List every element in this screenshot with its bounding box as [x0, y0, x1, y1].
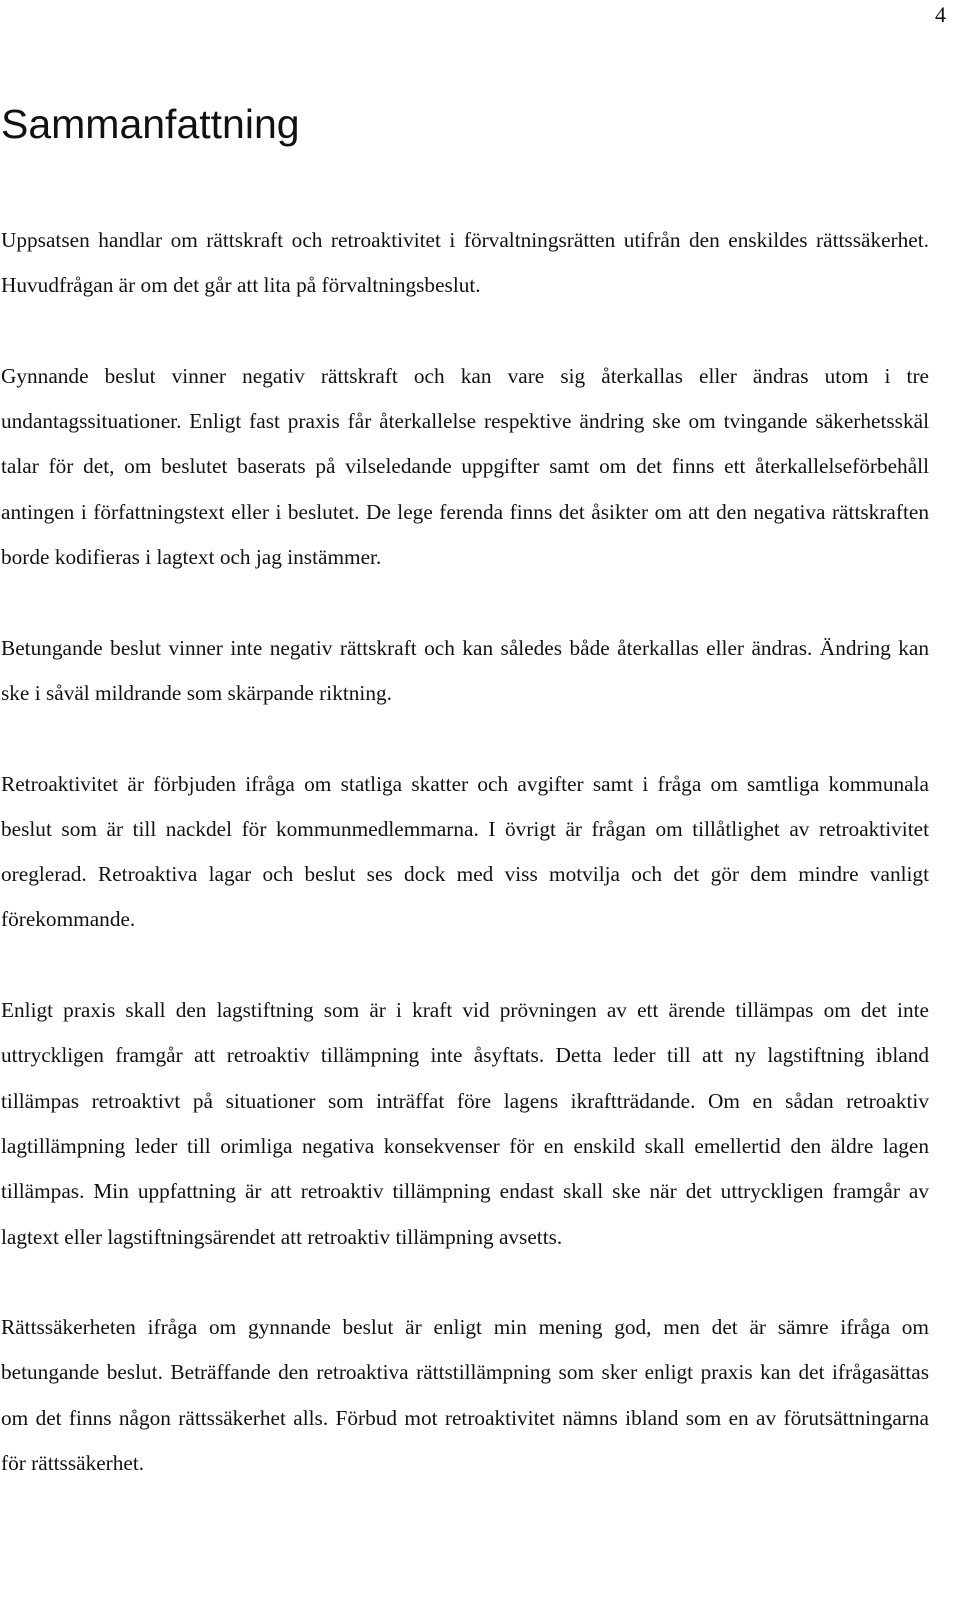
- paragraph-2: Gynnande beslut vinner negativ rättskraft och kan vare sig återkallas eller ändras utom i tre undantagssituationer. Enligt fast praxis får återkallelse respektive ändring ske om tvingande säkerhetsskäl talar för det, om beslutet baserats på vilseledande uppgifter samt om det finns ett återkallelseförbehåll antingen i författningstext eller i beslutet. De lege ferenda finns det åsikter om att den negativa rättskraften borde kodifieras i lagtext och jag instämmer.: [1, 363, 929, 570]
- paragraph-4: Retroaktivitet är förbjuden ifråga om statliga skatter och avgifter samt i fråga om samtliga kommunala beslut som är till nackdel för kommunmedlemmarna. I övrigt är frågan om tillåtlighet av retroaktivitet oreglerad. Retroaktiva lagar och beslut ses dock med viss motvilja och det gör dem mindre vanligt förekommande.: [1, 771, 929, 932]
- page-number: 4: [935, 2, 946, 27]
- section-heading: Sammanfattning: [1, 101, 300, 147]
- paragraph-5: Enligt praxis skall den lagstiftning som är i kraft vid prövningen av ett ärende tillämpas om det inte uttryckligen framgår att retroaktiv tillämpning inte åsyftats. Detta leder till att ny lagstiftning ibland tillämpas retroaktivt på situationer som inträffat före lagens ikraftträdande. Om en sådan retroaktiv lagtillämpning leder till orimliga negativa konsekvenser för en enskild skall emellertid den äldre lagen tillämpas. Min uppfattning är att retroaktiv tillämpning endast skall ske när det uttryckligen framgår av lagtext eller lagstiftningsärendet att retroaktiv tillämpning avsetts.: [1, 998, 929, 1249]
- paragraph-3: Betungande beslut vinner inte negativ rättskraft och kan således både återkallas eller ändras. Ändring kan ske i såväl mildrande som skärpande riktning.: [1, 635, 929, 705]
- paragraph-1: Uppsatsen handlar om rättskraft och retroaktivitet i förvaltningsrätten utifrån den enskildes rättssäkerhet. Huvudfrågan är om det går att lita på förvaltningsbeslut.: [1, 228, 929, 298]
- paragraph-6: Rättssäkerheten ifråga om gynnande beslut är enligt min mening god, men det är sämre ifråga om betungande beslut. Beträffande den retroaktiva rättstillämpning som sker enligt praxis kan det ifrågasättas om det finns någon rättssäkerhet alls. Förbud mot retroaktivitet nämns ibland som en av förutsättningarna för rättssäkerhet.: [1, 1315, 929, 1476]
- summary-body: [1, 218, 929, 1486]
